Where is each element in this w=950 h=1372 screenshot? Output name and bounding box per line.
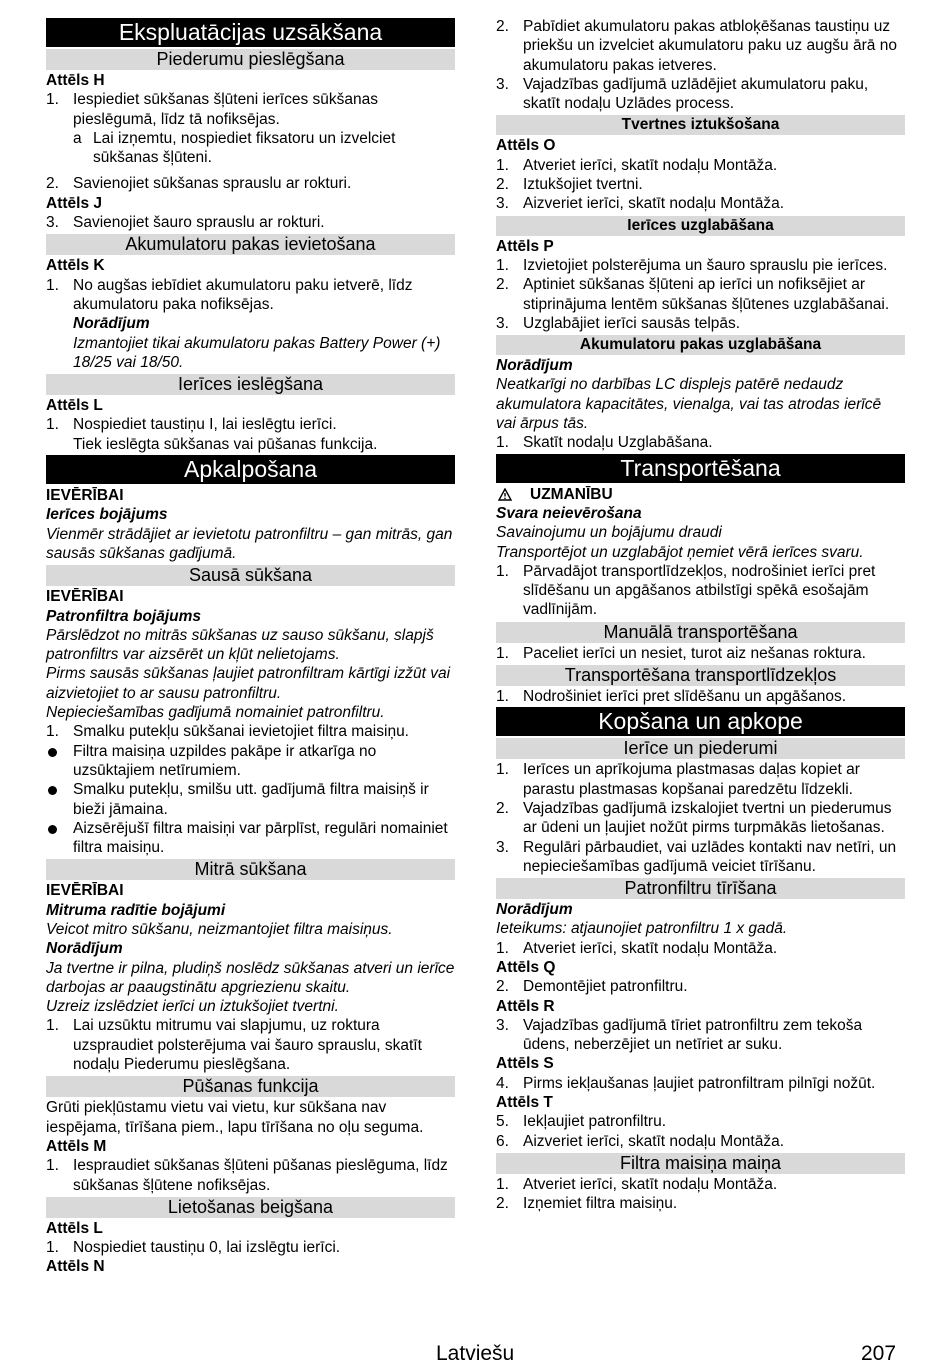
subsection-heading: Piederumu pieslēgšana bbox=[46, 49, 455, 70]
list-item: 1. Ierīces un aprīkojuma plastmasas daļas kopiet ar parastu plastmasas kopšanai paredzētu līdzekli. bbox=[496, 761, 860, 798]
note-heading: Norādījum bbox=[496, 357, 573, 375]
list-item: 2. Iztukšojiet tvertni. bbox=[496, 176, 643, 194]
list-item: 3. Regulāri pārbaudiet, vai uzlādes kontakti nav netīri, un nepieciešamības gadījumā veiciet tīrīšanu. bbox=[496, 838, 897, 875]
warning-triangle-icon bbox=[498, 487, 512, 506]
bullet-icon bbox=[48, 786, 57, 795]
list-item: 3. Aizveriet ierīci, skatīt nodaļu Montāža. bbox=[496, 195, 785, 213]
list-item: 2. Izņemiet filtra maisiņu. bbox=[496, 1195, 678, 1213]
list-item: 1. Paceliet ierīci un nesiet, turot aiz nešanas roktura. bbox=[496, 644, 866, 662]
figure-ref: Attēls R bbox=[496, 997, 555, 1015]
warning-text: Nepieciešamības gadījumā nomainiet patronfiltru. bbox=[46, 704, 385, 722]
note-text: Neatkarīgi no darbības LC displejs patērē nedaudz akumulatora kapacitātes, vienalga, vai tas atrodas ierīcē vai ārpus tās. bbox=[496, 376, 882, 433]
subsection-heading: Tvertnes iztukšošana bbox=[496, 115, 905, 135]
section-heading: Apkalpošana bbox=[46, 455, 455, 484]
list-item: 1. Iespiediet sūkšanas šļūteni ierīces sūkšanas pieslēgumā, līdz tā nofiksējas. bbox=[46, 91, 378, 128]
page-number: 207 bbox=[861, 1342, 897, 1365]
caution-text: Transportējot un uzglabājot ņemiet vērā ierīces svaru. bbox=[496, 543, 864, 561]
figure-ref: Attēls S bbox=[496, 1055, 554, 1073]
list-item: 1. Lai uzsūktu mitrumu vai slapjumu, uz roktura uzspraudiet polsterējuma vai šauro sprauslu, skatīt nodaļu Piederumu pieslēgšana. bbox=[46, 1017, 422, 1074]
figure-ref: Attēls P bbox=[496, 237, 554, 255]
bullet-item: Smalku putekļu, smilšu utt. gadījumā filtra maisiņš ir bieži jāmaina. bbox=[46, 780, 455, 819]
list-item: 4. Pirms iekļaušanas ļaujiet patronfiltram pilnīgi nožūt. bbox=[496, 1074, 876, 1092]
warning-heading: Mitruma radītie bojājumi bbox=[46, 901, 226, 919]
note-text: Ja tvertne ir pilna, pludiņš noslēdz sūkšanas atveri un ierīce darbojas ar paaugstinātu apgriezienu skaitu. bbox=[46, 959, 455, 996]
subsection-heading: Filtra maisiņa maiņa bbox=[496, 1153, 905, 1174]
figure-ref: Attēls O bbox=[496, 137, 556, 155]
bullet-item: Aizsērējušī filtra maisiņi var pārplīst, regulāri nomainiet filtra maisiņu. bbox=[46, 819, 455, 858]
caution-heading: Svara neievērošana bbox=[496, 504, 642, 522]
list-item: 1. Nospiediet taustiņu 0, lai izslēgtu ierīci. bbox=[46, 1239, 341, 1257]
section-heading: Kopšana un apkope bbox=[496, 707, 905, 736]
subsection-heading: Akumulatoru pakas uzglabāšana bbox=[496, 335, 905, 355]
figure-ref: Attēls M bbox=[46, 1137, 107, 1155]
subsection-heading: Transportēšana transportlīdzekļos bbox=[496, 665, 905, 686]
list-item: 2. Vajadzības gadījumā izskalojiet tvertni un piederumus ar ūdeni un ļaujiet nožūt pirms turpmākās lietošanas. bbox=[496, 799, 892, 837]
list-item: 1. Nodrošiniet ierīci pret slīdēšanu un apgāšanos. bbox=[496, 688, 847, 706]
subsection-heading: Mitrā sūkšana bbox=[46, 859, 455, 880]
subsection-heading: Sausā sūkšana bbox=[46, 565, 455, 586]
list-item: 3. Uzglabājiet ierīci sausās telpās. bbox=[496, 314, 741, 332]
list-item: 1. Pārvadājot transportlīdzekļos, nodrošiniet ierīci pret slīdēšanu un apgāšanos atbilstīgi spēkā esošajām vadlīnijām. bbox=[496, 562, 876, 619]
figure-ref: Attēls L bbox=[46, 397, 103, 415]
subsection-heading: Ierīces uzglabāšana bbox=[496, 216, 905, 236]
list-item: 1. Atveriet ierīci, skatīt nodaļu Montāža. bbox=[496, 1175, 778, 1193]
list-item: 1. Iespraudiet sūkšanas šļūteni pūšanas pieslēguma, līdz sūkšanas šļūtene nofiksējas. bbox=[46, 1157, 448, 1194]
note-text: Ieteikums: atjaunojiet patronfiltru 1 x gadā. bbox=[496, 920, 788, 938]
list-item: 1. Skatīt nodaļu Uzglabāšana. bbox=[496, 434, 713, 452]
warning-text: Vienmēr strādājiet ar ievietotu patronfiltru – gan mitrās, gan sausās sūkšanas gadījumā. bbox=[46, 525, 453, 562]
list-item: 1. Nospiediet taustiņu I, lai ieslēgtu ierīci. bbox=[46, 416, 337, 434]
note-heading: Norādījum bbox=[46, 940, 123, 958]
list-item: 3. Savienojiet šauro sprauslu ar rokturi. bbox=[46, 214, 325, 232]
warning-label: IEVĒRĪBAI bbox=[46, 588, 124, 606]
list-item: a Lai izņemtu, nospiediet fiksatoru un izvelciet sūkšanas šļūteni. bbox=[73, 129, 396, 167]
figure-ref: Attēls J bbox=[46, 194, 102, 212]
list-item: 3. Vajadzības gadījumā uzlādējiet akumulatoru paku, skatīt nodaļu Uzlādes process. bbox=[496, 75, 869, 113]
list-item-result: Tiek ieslēgta sūkšanas vai pūšanas funkcija. bbox=[73, 435, 378, 453]
footer-language: Latviešu bbox=[436, 1342, 515, 1365]
figure-ref: Attēls N bbox=[46, 1258, 105, 1276]
bullet-icon bbox=[48, 748, 57, 757]
warning-heading: Patronfiltra bojājums bbox=[46, 607, 202, 625]
figure-ref: Attēls H bbox=[46, 72, 105, 89]
warning-heading: Ierīces bojājums bbox=[46, 506, 168, 524]
list-item: 2. Pabīdiet akumulatoru pakas atbloķēšanas taustiņu uz priekšu un izvelciet akumulatoru paku uz augšu ārā no akumulatoru pakas ietveres. bbox=[496, 18, 897, 74]
section-heading: Ekspluatācijas uzsākšana bbox=[46, 18, 455, 47]
bullet-item: Filtra maisiņa uzpildes pakāpe ir atkarīga no uzsūktajiem netīrumiem. bbox=[46, 742, 455, 781]
list-item: 1. Izvietojiet polsterējuma un šauro sprauslu pie ierīces. bbox=[496, 256, 888, 274]
list-item: 2. Savienojiet sūkšanas sprauslu ar rokturi. bbox=[46, 175, 352, 193]
caution-label: UZMANĪBU bbox=[496, 485, 905, 504]
paragraph: Grūti piekļūstamu vietu vai vietu, kur sūkšana nav iespējama, tīrīšana piem., lapu tīrīšana no oļu seguma. bbox=[46, 1099, 424, 1136]
bullet-icon bbox=[48, 825, 57, 834]
list-item: 1. Smalku putekļu sūkšanai ievietojiet filtra maisiņu. bbox=[46, 723, 409, 741]
list-item: 2. Demontējiet patronfiltru. bbox=[496, 978, 688, 996]
note-text: Izmantojiet tikai akumulatoru pakas Battery Power (+) 18/25 vai 18/50. bbox=[73, 334, 441, 371]
warning-label: IEVĒRĪBAI bbox=[46, 882, 124, 900]
list-item: 5. Iekļaujiet patronfiltru. bbox=[496, 1113, 667, 1131]
warning-text: Veicot mitro sūkšanu, neizmantojiet filtra maisiņus. bbox=[46, 920, 393, 938]
subsection-heading: Manuālā transportēšana bbox=[496, 622, 905, 643]
subsection-heading: Ierīces ieslēgšana bbox=[46, 374, 455, 395]
list-item: 1. Atveriet ierīci, skatīt nodaļu Montāža. bbox=[496, 939, 778, 957]
warning-text: Pārslēdzot no mitrās sūkšanas uz sauso sūkšanu, slapjš patronfiltrs var aizsērēt un kļūt nelietojams. bbox=[46, 626, 434, 664]
subsection-heading: Lietošanas beigšana bbox=[46, 1197, 455, 1218]
note-heading: Norādījum bbox=[496, 901, 573, 919]
figure-ref: Attēls Q bbox=[496, 958, 556, 976]
section-heading: Transportēšana bbox=[496, 454, 905, 483]
figure-ref: Attēls T bbox=[496, 1094, 553, 1112]
figure-ref: Attēls K bbox=[46, 257, 105, 275]
list-item: 1. No augšas iebīdiet akumulatoru paku ietverē, līdz akumulatoru paka nofiksējas. bbox=[46, 276, 413, 313]
warning-label: IEVĒRĪBAI bbox=[46, 487, 124, 505]
figure-ref: Attēls L bbox=[46, 1219, 103, 1237]
subsection-heading: Patronfiltru tīrīšana bbox=[496, 878, 905, 899]
list-item: 1. Atveriet ierīci, skatīt nodaļu Montāža. bbox=[496, 156, 778, 174]
note-text: Uzreiz izslēdziet ierīci un iztukšojiet tvertni. bbox=[46, 998, 339, 1016]
caution-text: Savainojumu un bojājumu draudi bbox=[496, 524, 722, 542]
subsection-heading: Ierīce un piederumi bbox=[496, 738, 905, 759]
list-item: 3. Vajadzības gadījumā tīriet patronfiltru zem tekoša ūdens, neberzējiet un netīriet ar suku. bbox=[496, 1016, 863, 1054]
list-item: 6. Aizveriet ierīci, skatīt nodaļu Montāža. bbox=[496, 1132, 785, 1150]
list-item: 2. Aptiniet sūkšanas šļūteni ap ierīci un nofiksējiet ar stiprinājuma lentēm sūkšanas šļūtenes uzglabāšanai. bbox=[496, 276, 890, 313]
subsection-heading: Akumulatoru pakas ievietošana bbox=[46, 234, 455, 255]
note-heading: Norādījum bbox=[73, 315, 150, 333]
warning-text: Pirms sausās sūkšanas ļaujiet patronfiltram kārtīgi izžūt vai aizvietojiet to ar sausu patronfiltru. bbox=[46, 665, 451, 702]
subsection-heading: Pūšanas funkcija bbox=[46, 1076, 455, 1097]
left-column bbox=[46, 17, 455, 1277]
right-column bbox=[496, 17, 905, 1214]
